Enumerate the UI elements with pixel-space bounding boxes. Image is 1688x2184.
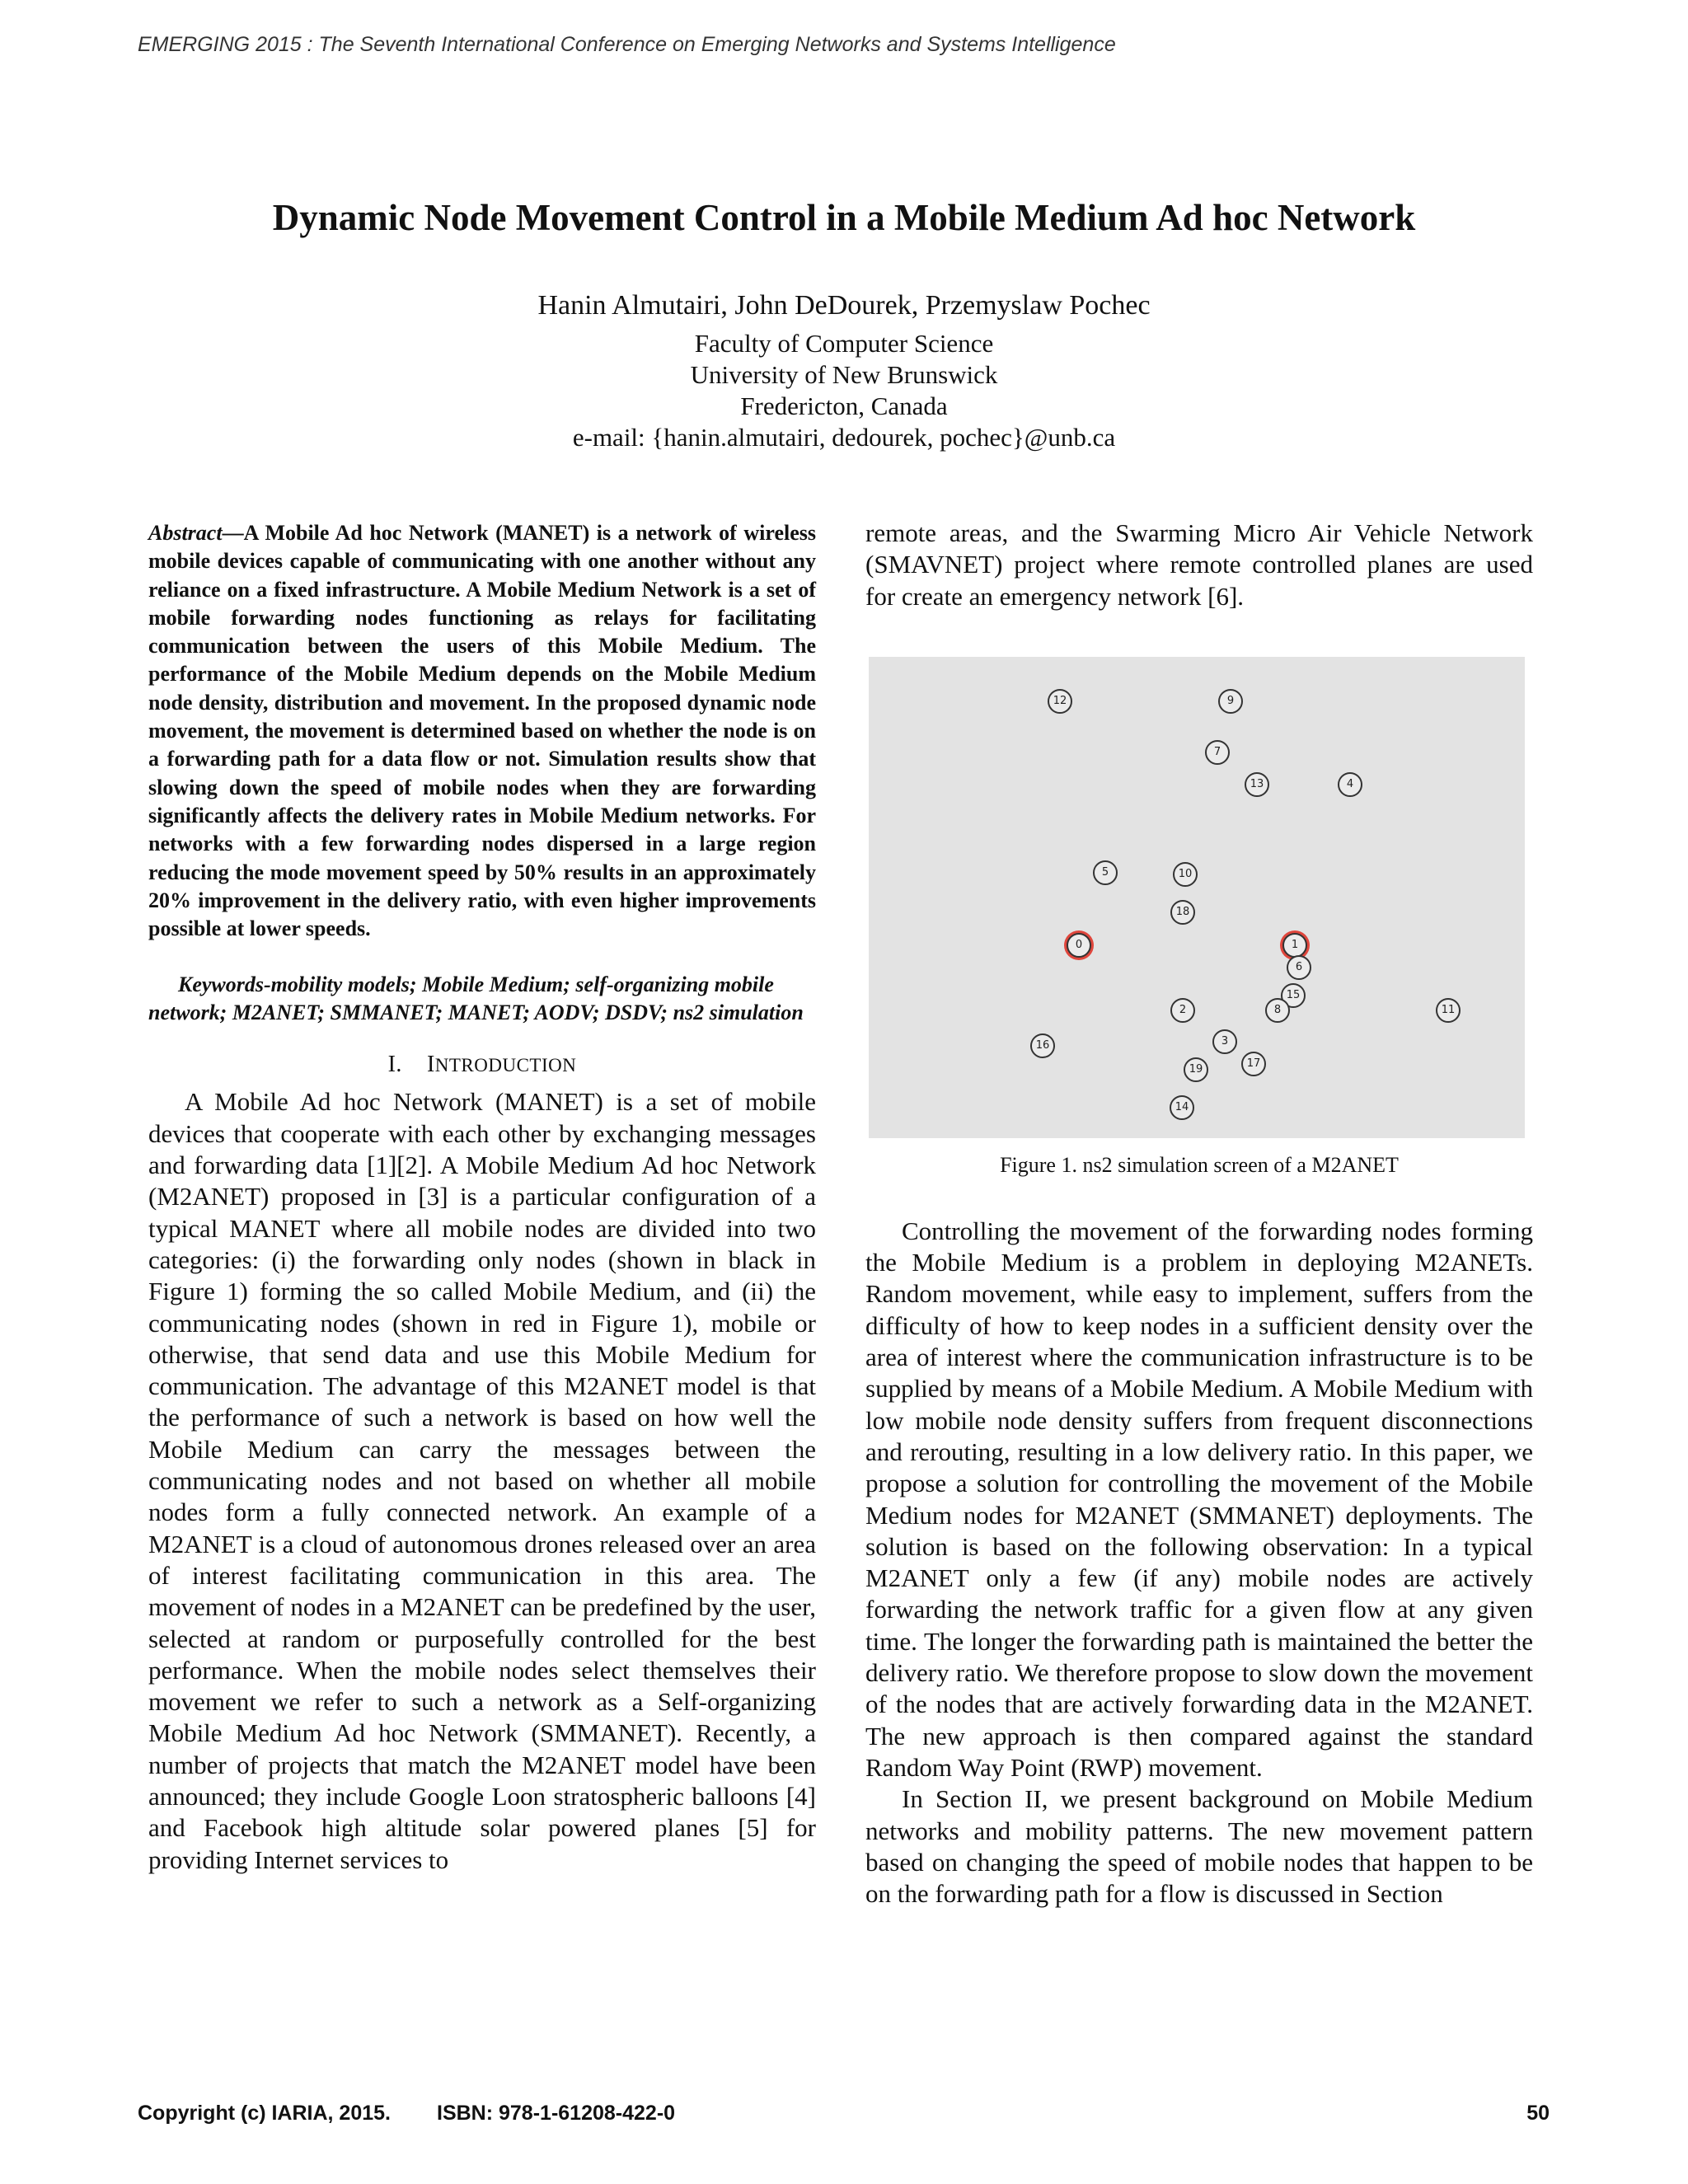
authors: Hanin Almutairi, John DeDourek, Przemyslaw Pochec [537,290,1151,321]
paper-title: Dynamic Node Movement Control in a Mobile Medium Ad hoc Network [272,197,1416,238]
left-column [148,519,816,1876]
intro-paragraph: A Mobile Ad hoc Network (MANET) is a set of mobile devices that cooperate with each other by exchanging messages and forwarding data [1][2]. A Mobile Medium Ad hoc Network (M2ANET) proposed in [3] is a particular configuration of a typical MANET where all mobile nodes are divided into two categories: (i) the forwarding only nodes (shown in black in Figure 1) forming the so called Mobile Medium, and (ii) the communicating nodes (shown in red in Figure 1), mobile or otherwise, that send data and use this Mobile Medium for communication. The advantage of this M2ANET model is that the performance of such a network is based on how well the Mobile Medium can carry the messages between the communicating nodes and not based on whether all mobile nodes form a fully connected network. An example of a M2ANET is a cloud of autonomous drones released over an area of interest facilitating communication in this area. The movement of nodes in a M2ANET can be predefined by the user, selected at random or purposefully controlled for the best performance. When the mobile nodes select themselves their movement we refer to such a network as a Self-organizing Mobile Medium Ad hoc Network (SMMANET). Recently, a number of projects that match the M2ANET model have been announced; they include Google Loon stratospheric balloons [4] and Facebook high altitude solar powered planes [5] for providing Internet services to [148,1087,816,1874]
node-11: 11 [1436,998,1461,1023]
node-4: 4 [1338,772,1362,797]
footer-page-number: 50 [1526,2102,1550,2125]
paragraph-movement-control: Controlling the movement of the forwarding nodes forming the Mobile Medium is a problem in deploying M2ANETs. Random movement, while easy to implement, suffers from the difficulty of how to keep nodes in a sufficient density over the area of interest where the communication infrastructure is to be supplied by means of a Mobile Medium. A Mobile Medium with low mobile node density suffers from frequent disconnections and rerouting, resulting in a low delivery ratio. In this paper, we propose a solution for controlling the movement of the Mobile Medium nodes for M2ANET (SMMANET) deployments. The solution is based on the following observation: In a typical M2ANET only a few (if any) mobile nodes are actively forwarding the network traffic for a given flow at any given time. The longer the forwarding path is maintained the better the delivery ratio. We therefore propose to slow down the movement of the nodes that are actively forwarding data in the M2ANET. The new approach is then compared against the standard Random Way Point (RWP) movement. [865,1216,1533,1782]
abstract-label: Abstract [148,521,223,545]
node-7: 7 [1205,740,1230,765]
section-heading-introduction [148,1052,816,1078]
figure-caption: Figure 1. ns2 simulation screen of a M2ANET [1000,1152,1399,1177]
node-12: 12 [1048,689,1072,714]
node-6: 6 [1287,955,1311,980]
node-17: 17 [1241,1052,1266,1076]
node-15: 15 [1281,983,1306,1008]
affiliation-location: Fredericton, Canada [740,391,948,420]
section-number: I. [387,1052,402,1078]
node-14: 14 [1170,1095,1194,1120]
node-2: 2 [1170,998,1195,1023]
intro-paragraph-continued: remote areas, and the Swarming Micro Air Vehicle Network (SMAVNET) project where remote controlled planes are used for create an emergency network [6]. [865,518,1533,611]
node-3: 3 [1212,1029,1237,1054]
footer-copyright: Copyright (c) IARIA, 2015. [138,2102,391,2125]
abstract-text: —A Mobile Ad hoc Network (MANET) is a network of wireless mobile devices capable of communicating with one another without any reliance on a fixed infrastructure. A Mobile Medium Network is a set of mobile forwarding nodes functioning as relays for facilitating communication between the users of this Mobile Medium. The performance of the Mobile Medium depends on the Mobile Medium node density, distribution and movement. In the proposed dynamic node movement, the movement is determined based on whether the node is on a forwarding path for a data flow or not. Simulation results show that slowing down the speed of mobile nodes when they are forwarding significantly affects the delivery rates in Mobile Medium networks. For networks with a few forwarding nodes dispersed in a large region reducing the mode movement speed by 50% results in an approximately 20% improvement in the delivery ratio, with even higher improvements possible at lower speeds. [148,521,816,941]
section-title-rest: NTRODUCTION [434,1055,577,1076]
affiliation-email: e-mail: {hanin.almutairi, dedourek, pochec}@unb.ca [572,423,1116,452]
affiliation-university: University of New Brunswick [690,360,998,389]
node-16: 16 [1030,1033,1055,1058]
figure-ns2-simulation [869,657,1525,1138]
paragraph-section-overview: In Section II, we present background on Mobile Medium networks and mobility patterns. The new movement pattern based on changing the speed of mobile nodes that happen to be on the forwarding path for a flow is discussed in Section [865,1784,1533,1909]
node-1: 1 [1282,933,1307,958]
keywords: Keywords-mobility models; Mobile Medium; self-organizing mobile network; M2ANET; SMMANET; MANET; AODV; DSDV; ns2 simulation [148,972,804,1025]
node-0: 0 [1067,933,1091,958]
node-9: 9 [1218,689,1243,714]
conference-header: EMERGING 2015 : The Seventh International Conference on Emerging Networks and Systems Intelligence [138,33,1116,56]
node-13: 13 [1245,772,1269,797]
section-title-initial: I [426,1052,435,1078]
abstract [148,519,816,943]
node-10: 10 [1173,862,1198,887]
node-18: 18 [1170,900,1195,925]
affiliation-faculty: Faculty of Computer Science [694,329,994,358]
node-8: 8 [1265,998,1290,1023]
node-5: 5 [1093,860,1118,885]
right-column [865,518,1533,1910]
node-19: 19 [1184,1057,1208,1082]
footer-isbn: ISBN: 978-1-61208-422-0 [437,2102,676,2125]
